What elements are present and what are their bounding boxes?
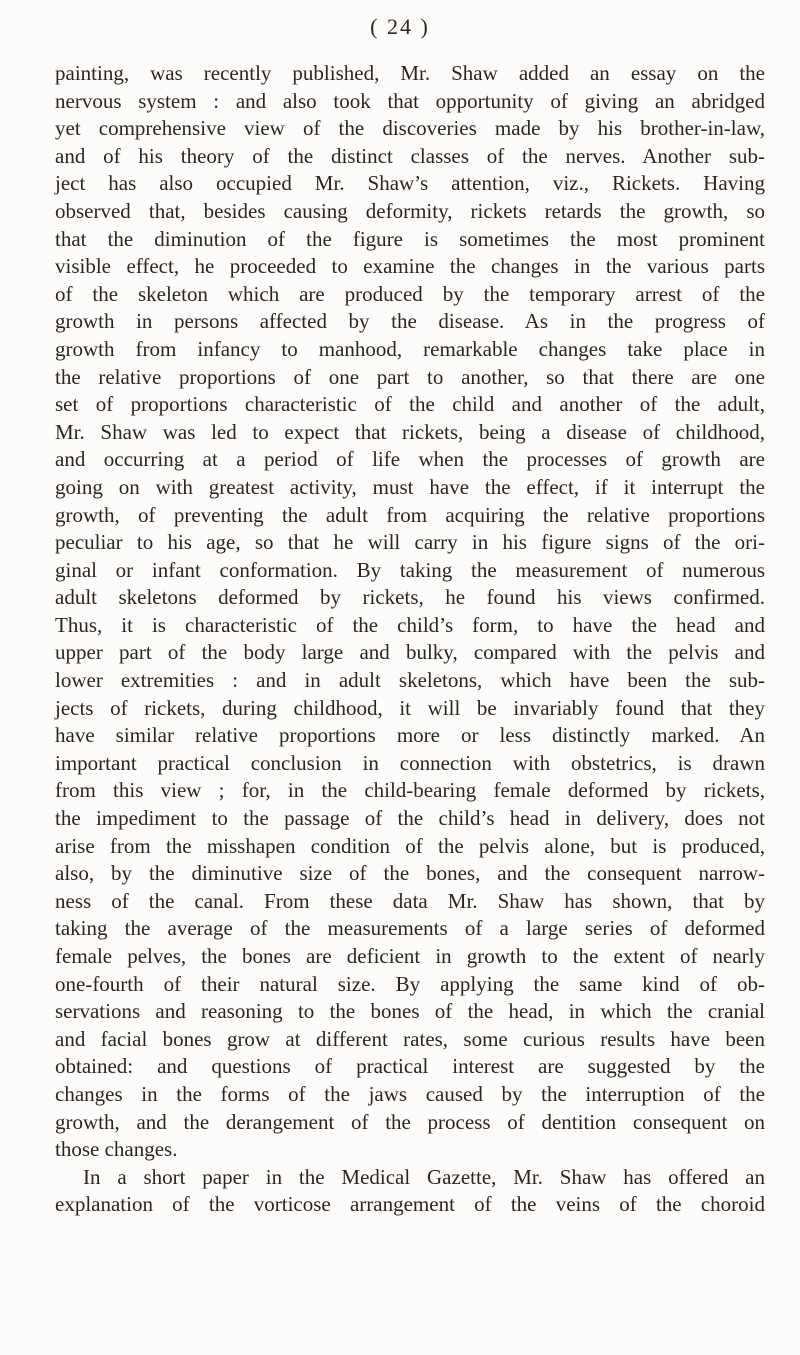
text-line: important practical conclusion in connection with obstetrics, is drawn bbox=[55, 750, 765, 775]
text-line: upper part of the body large and bulky, compared with the pelvis and bbox=[55, 640, 765, 665]
text-line: observed that, besides causing deformity, rickets retards the growth, so bbox=[55, 198, 765, 223]
text-line: peculiar to his age, so that he will carry in his figure signs of the ori- bbox=[55, 530, 765, 555]
text-line: obtained: and questions of practical interest are suggested by the bbox=[55, 1054, 765, 1079]
text-line: and occurring at a period of life when the processes of growth are bbox=[55, 447, 765, 472]
text-line: also, by the diminutive size of the bones, and the consequent narrow- bbox=[55, 861, 765, 886]
text-line: explanation of the vorticose arrangement of the veins of the choroid bbox=[55, 1192, 765, 1217]
text-line: the impediment to the passage of the child’s head in delivery, does not bbox=[55, 806, 765, 831]
paragraph-1 bbox=[55, 60, 765, 1164]
text-line: growth, of preventing the adult from acquiring the relative proportions bbox=[55, 502, 765, 527]
text-line: ject has also occupied Mr. Shaw’s attention, viz., Rickets. Having bbox=[55, 171, 765, 196]
text-line: and facial bones grow at different rates, some curious results have been bbox=[55, 1026, 765, 1051]
text-line: growth from infancy to manhood, remarkable changes take place in bbox=[55, 336, 765, 361]
text-line: growth in persons affected by the disease. As in the progress of bbox=[55, 309, 765, 334]
page-number: ( 24 ) bbox=[370, 14, 430, 39]
body-text bbox=[55, 60, 765, 1219]
text-line: adult skeletons deformed by rickets, he found his views confirmed. bbox=[55, 585, 765, 610]
text-line: In a short paper in the Medical Gazette, Mr. Shaw has offered an bbox=[83, 1164, 765, 1189]
text-line: female pelves, the bones are deficient in growth to the extent of nearly bbox=[55, 944, 765, 968]
text-line: set of proportions characteristic of the child and another of the adult, bbox=[55, 392, 765, 417]
text-line: that the diminution of the figure is sometimes the most prominent bbox=[55, 226, 765, 251]
text-line: going on with greatest activity, must have the effect, if it interrupt the bbox=[55, 474, 765, 499]
text-line: from this view ; for, in the child-bearing female deformed by rickets, bbox=[55, 778, 765, 803]
text-line: yet comprehensive view of the discoveries made by his brother-in-law, bbox=[55, 116, 765, 141]
text-line: have similar relative proportions more or less distinctly marked. An bbox=[55, 723, 765, 748]
text-line: taking the average of the measurements of a large series of deformed bbox=[55, 916, 765, 941]
text-line: servations and reasoning to the bones of the head, in which the cranial bbox=[55, 999, 765, 1024]
text-line: visible effect, he proceeded to examine the changes in the various parts bbox=[55, 254, 765, 279]
text-line: jects of rickets, during childhood, it will be invariably found that they bbox=[55, 695, 765, 720]
text-line: ginal or infant conformation. By taking the measurement of numerous bbox=[55, 557, 765, 582]
text-line: nervous system : and also took that opportunity of giving an abridged bbox=[55, 88, 765, 113]
text-line: the relative proportions of one part to another, so that there are one bbox=[55, 364, 765, 389]
text-line: and of his theory of the distinct classes of the nerves. Another sub- bbox=[55, 143, 765, 168]
text-line: painting, was recently published, Mr. Shaw added an essay on the bbox=[55, 61, 765, 85]
paragraph-2 bbox=[55, 1164, 765, 1219]
text-line: lower extremities : and in adult skeletons, which have been the sub- bbox=[55, 668, 765, 693]
text-line: of the skeleton which are produced by the temporary arrest of the bbox=[55, 281, 765, 306]
text-line: arise from the misshapen condition of the pelvis alone, but is produced, bbox=[55, 833, 765, 858]
text-line: growth, and the derangement of the process of dentition consequent on bbox=[55, 1109, 765, 1134]
text-line: ness of the canal. From these data Mr. Shaw has shown, that by bbox=[55, 888, 765, 913]
text-line: one-fourth of their natural size. By applying the same kind of ob- bbox=[55, 971, 765, 996]
text-line: Mr. Shaw was led to expect that rickets, being a disease of childhood, bbox=[55, 419, 765, 444]
text-line: those changes. bbox=[55, 1137, 178, 1162]
text-line: Thus, it is characteristic of the child’s form, to have the head and bbox=[55, 612, 765, 637]
text-line: changes in the forms of the jaws caused by the interruption of the bbox=[55, 1081, 765, 1106]
